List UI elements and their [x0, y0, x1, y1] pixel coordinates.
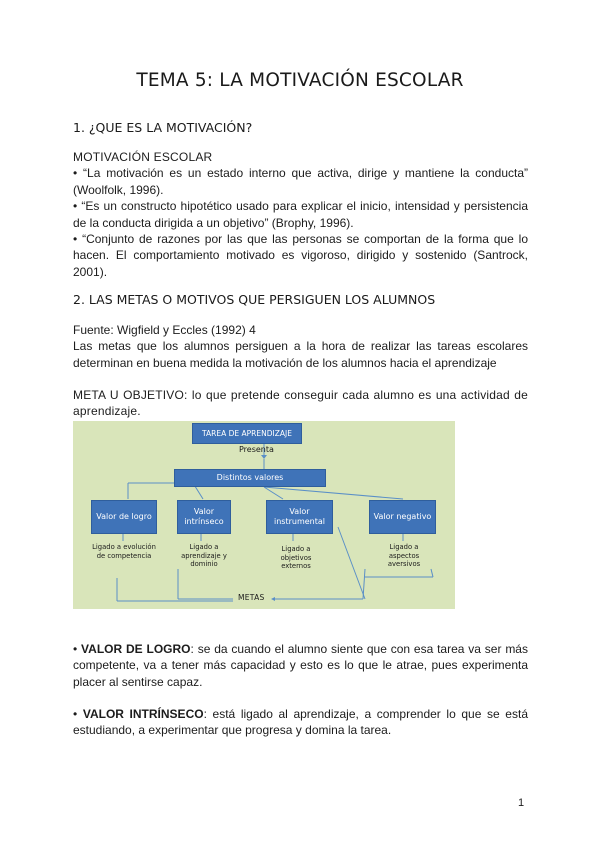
definition-brophy: • “Es un constructo hipotético usado para explicar el inicio, intensidad y persistencia de la conducta dirigida a un objetivo” (Brophy, 1996). — [73, 199, 528, 230]
desc-valor-intrinseco: Ligado a aprendizaje y dominio — [181, 543, 227, 568]
presenta-label: Presenta — [239, 445, 274, 454]
task-box: TAREA DE APRENDIZAJE — [192, 423, 302, 444]
section2-heading: 2. LAS METAS O MOTIVOS QUE PERSIGUEN LOS ALUMNOS — [73, 292, 436, 307]
page-title: TEMA 5: LA MOTIVACIÓN ESCOLAR — [136, 70, 464, 91]
box-valor-negativo: Valor negativo — [369, 500, 436, 534]
bullet-valor-logro: • VALOR DE LOGRO: se da cuando el alumno siente que con esa tarea va ser más competente, va a tener más capacidad y esto es lo que le atrae, pues experimenta placer al sentirse capaz. — [73, 642, 528, 689]
section1-subheading: MOTIVACIÓN ESCOLAR — [73, 150, 213, 164]
page-number: 1 — [518, 797, 525, 809]
desc-valor-logro: Ligado a evolución de competencia — [92, 543, 156, 560]
box-valor-logro: Valor de logro — [91, 500, 157, 534]
definition-santrock: • “Conjunto de razones por las que las personas se comportan de la forma que lo hacen. El comportamiento motivado es vigoroso, dirigido y sostenido (Santrock, 2001). — [73, 232, 528, 279]
intro-paragraph: Las metas que los alumnos persiguen a la hora de realizar las tareas escolares determinan en buena medida la motivación de los alumnos hacia el aprendizaje — [73, 339, 528, 370]
section1-body — [73, 149, 528, 280]
section2-body — [73, 322, 528, 371]
meta-paragraph — [73, 387, 528, 420]
values-diagram — [73, 421, 455, 609]
metas-label: METAS — [238, 593, 265, 602]
section1-heading: 1. ¿QUE ES LA MOTIVACIÓN? — [73, 120, 253, 135]
desc-valor-negativo: Ligado a aspectos aversivos — [387, 543, 421, 568]
source-line: Fuente: Wigfield y Eccles (1992) 4 — [73, 323, 256, 337]
values-box: Distintos valores — [174, 469, 326, 487]
box-valor-instrumental: Valor instrumental — [266, 500, 333, 534]
bullet-valor-intrinseco: • VALOR INTRÍNSECO: está ligado al aprendizaje, a comprender lo que se está estudiando, a experimentar que progresa y domina la tarea. — [73, 707, 528, 738]
definition-woolfolk: • “La motivación es un estado interno que activa, dirige y mantiene la conducta” (Woolfolk, 1996). — [73, 166, 528, 197]
bullet-term-intrinseco: VALOR INTRÍNSECO — [82, 707, 204, 721]
box-valor-intrinseco: Valor intrínseco — [177, 500, 231, 534]
bullet-term-logro: VALOR DE LOGRO — [81, 642, 191, 656]
bullet-text-intrinseco: : está ligado al aprendizaje, a comprender lo que se está estudiando, a experimentar que progresa y domina la tarea. — [73, 707, 528, 738]
bullet-text-logro: : se da cuando el alumno siente que con esa tarea va ser más competente, va a tener más capacidad y esto es lo que le atrae, pues experimenta placer al sentirse capaz. — [73, 642, 528, 689]
desc-valor-instrumental: Ligado a objetivos externos — [280, 545, 312, 570]
meta-definition: META U OBJETIVO: lo que pretende conseguir cada alumno es una actividad de aprendizaje. — [73, 388, 528, 419]
